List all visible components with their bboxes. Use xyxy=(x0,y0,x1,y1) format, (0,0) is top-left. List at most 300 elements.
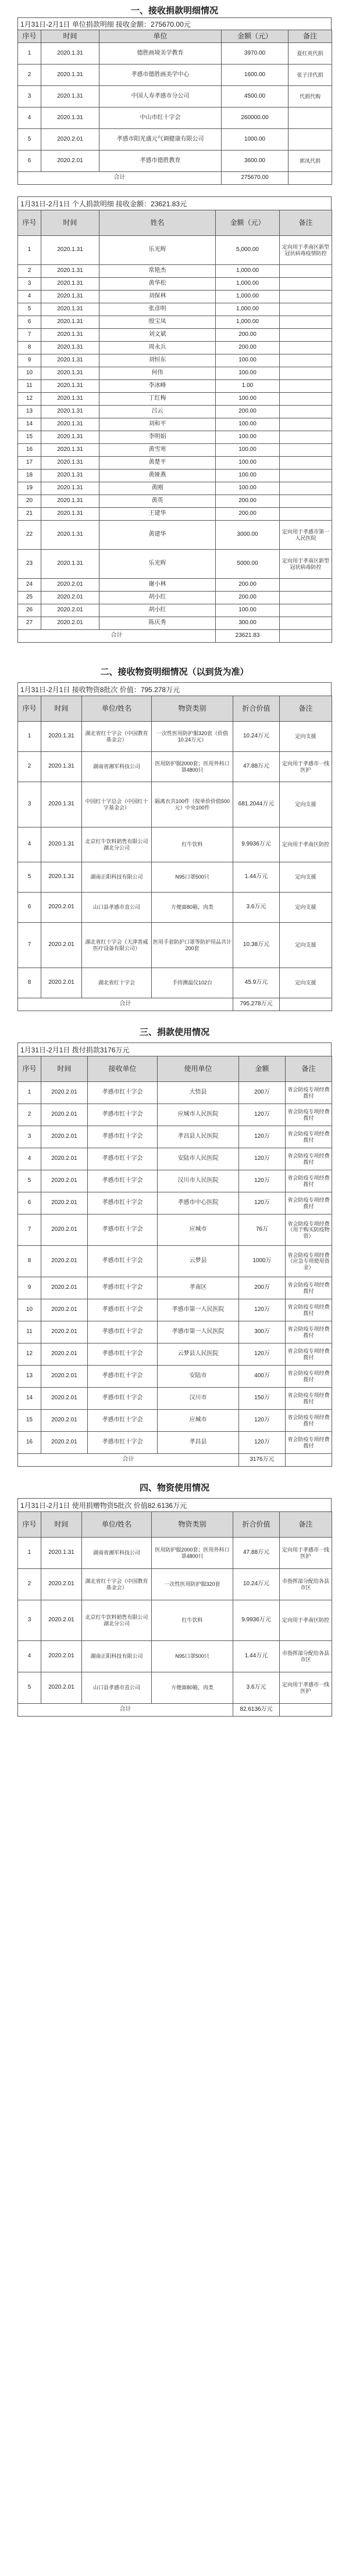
table-cell: 8 xyxy=(18,1246,41,1277)
table-cell: 6 xyxy=(18,151,41,172)
table-row xyxy=(18,1082,332,1104)
table-cell: 2020.1.31 xyxy=(41,457,99,470)
table-cell: 省会防疫专项经费（应急专项使用资金） xyxy=(286,1246,332,1277)
table-row xyxy=(18,1410,332,1432)
table-cell: 2020.1.31 xyxy=(41,265,99,278)
table-header-row xyxy=(18,30,332,43)
total-row xyxy=(18,1454,332,1467)
table-cell: 3000.00 xyxy=(216,521,280,550)
table-cell: 1,000.00 xyxy=(216,291,280,303)
table-header-row xyxy=(18,1056,332,1082)
table-cell: 2020.2.01 xyxy=(41,1170,88,1192)
table-cell: 湖北省红十字会（中国教育基金会） xyxy=(82,1569,152,1600)
table-cell xyxy=(280,592,332,604)
table-cell: 应城市 xyxy=(158,1214,239,1246)
table-header-row xyxy=(18,696,332,722)
table-cell: 刘恒东 xyxy=(99,354,216,367)
table-cell: 5 xyxy=(18,303,41,316)
table-cell: 湖北省红十字会（中国教育基金会） xyxy=(82,722,152,752)
table-cell: 市指挥部分配给各县市区 xyxy=(280,1641,332,1672)
table-cell: 2020.2.01 xyxy=(41,129,99,151)
column-header: 接收单位 xyxy=(88,1056,158,1082)
table-cell: 15 xyxy=(18,431,41,444)
table-cell: 150万 xyxy=(239,1388,286,1410)
table-cell: 孝感市红十字会 xyxy=(88,1277,158,1299)
table-cell: 谢小林 xyxy=(99,579,216,592)
table-cell: 23 xyxy=(18,550,41,579)
table-cell: 2020.1.31 xyxy=(41,418,99,431)
table-caption-supplies-usage: 1月31日-2月1日 使用捐赠物资5批次 价值82.6136万元 xyxy=(17,1498,332,1511)
table-cell: 2 xyxy=(18,265,41,278)
table-cell: 省会防疫专项经费拨付 xyxy=(286,1366,332,1388)
table-cell: 北京红牛饮料销售有限公司湖北分公司 xyxy=(82,1600,152,1641)
table-cell: 22 xyxy=(18,521,41,550)
table-row xyxy=(18,579,332,592)
table-cell: 9.9936万元 xyxy=(233,1600,280,1641)
table-cell: 方便面80箱，肉类 xyxy=(152,893,233,923)
table-cell: 9.9936万元 xyxy=(233,827,280,862)
table-row xyxy=(18,151,332,172)
total-label: 合计 xyxy=(18,1704,233,1717)
table-cell: 2020.1.31 xyxy=(41,303,99,316)
table-cell: 13 xyxy=(18,1366,41,1388)
table-cell: 李明娟 xyxy=(99,431,216,444)
table-cell: 100.00 xyxy=(216,354,280,367)
table-cell xyxy=(280,418,332,431)
table-cell: 2020.1.31 xyxy=(41,393,99,406)
table-cell: 3.6万元 xyxy=(233,1672,280,1704)
table-cell: 2020.2.01 xyxy=(41,893,82,923)
table-cell xyxy=(280,482,332,495)
table-cell: 吕云 xyxy=(99,406,216,418)
table-cell: 2 xyxy=(18,65,41,86)
table-cell: 刘文斌 xyxy=(99,329,216,342)
table-cell: 3970.00 xyxy=(222,43,289,65)
column-header: 备注 xyxy=(289,30,332,43)
table-cell: 2020.2.01 xyxy=(41,1126,88,1148)
table-caption-individual-donations: 1月31日-2月1日 个人捐款明细 接收金额：23621.83元 xyxy=(17,196,332,210)
table-cell: 47.88万元 xyxy=(233,1538,280,1569)
table-cell: 120万 xyxy=(239,1126,286,1148)
table-cell: 刘保林 xyxy=(99,291,216,303)
table-cell xyxy=(280,406,332,418)
table-cell xyxy=(280,265,332,278)
table-cell: 常艳杰 xyxy=(99,265,216,278)
table-cell: 省会防疫专项经费拨付 xyxy=(286,1432,332,1454)
table-cell: 省会防疫专项经费拨付 xyxy=(286,1192,332,1214)
table-cell: 定向支援 xyxy=(280,893,332,923)
table-cell: 定向用于孝感市一线医护 xyxy=(280,752,332,782)
table-cell: 10.38万元 xyxy=(233,923,280,968)
table-row xyxy=(18,923,332,968)
table-cell: 孝感市红十字会 xyxy=(88,1366,158,1388)
table-cell: 2020.1.31 xyxy=(41,508,99,521)
table-row xyxy=(18,278,332,291)
table-cell: 定向用于孝感市一线医护 xyxy=(280,1672,332,1704)
table-cell: 2020.2.01 xyxy=(41,1214,88,1246)
table-cell: 周永兵 xyxy=(99,342,216,354)
table-cell: 2020.1.31 xyxy=(41,367,99,380)
total-label: 合计 xyxy=(18,172,222,185)
column-header: 金额 xyxy=(239,1056,286,1082)
table-cell: 2020.1.31 xyxy=(41,550,99,579)
table-cell: 2020.1.31 xyxy=(41,722,82,752)
table-row xyxy=(18,1214,332,1246)
table-row xyxy=(18,457,332,470)
table-row xyxy=(18,393,332,406)
table-row xyxy=(18,604,332,617)
table-cell: 120万 xyxy=(239,1192,286,1214)
table-cell: 应城市人民医院 xyxy=(158,1104,239,1126)
table-cell: 2 xyxy=(18,1569,41,1600)
table-cell xyxy=(280,617,332,630)
table-cell: 孝感市阳光盛元气调健康有限公司 xyxy=(99,129,222,151)
table-cell: 5 xyxy=(18,1672,41,1704)
table-cell: 120万 xyxy=(239,1410,286,1432)
table-cell xyxy=(280,354,332,367)
table-cell: 应城市 xyxy=(158,1410,239,1432)
table-cell: 1 xyxy=(18,1082,41,1104)
table-cell: 黄建华 xyxy=(99,521,216,550)
table-cell: 一次性医用防护服320套 xyxy=(152,1569,233,1600)
table-row xyxy=(18,418,332,431)
table-row xyxy=(18,1299,332,1321)
table-cell: 11 xyxy=(18,1321,41,1343)
table-cell: 孝感市中心医院 xyxy=(158,1192,239,1214)
table-cell: 张子洋代捐 xyxy=(289,65,332,86)
table-cell: 代捐代购 xyxy=(289,86,332,108)
table-cell: 中国人寿孝感市分公司 xyxy=(99,86,222,108)
table-cell xyxy=(280,604,332,617)
table-cell: 120万 xyxy=(239,1148,286,1170)
column-header: 序号 xyxy=(18,696,41,722)
table-cell: 200.00 xyxy=(216,342,280,354)
table-cell: 乐光辉 xyxy=(99,236,216,265)
table-cell xyxy=(280,380,332,393)
table-cell: 200.00 xyxy=(216,495,280,508)
table-cell: 100.00 xyxy=(216,367,280,380)
table-cell: 2020.1.31 xyxy=(41,406,99,418)
total-row xyxy=(18,630,332,643)
table-cell: 1600.00 xyxy=(222,65,289,86)
table-cell xyxy=(280,457,332,470)
table-cell xyxy=(280,393,332,406)
table-row xyxy=(18,342,332,354)
table-row xyxy=(18,508,332,521)
table-cell: 黄英 xyxy=(99,495,216,508)
table-cell: 2020.1.31 xyxy=(41,444,99,457)
table-cell: 681.2044万元 xyxy=(233,782,280,827)
table-cell: 120万 xyxy=(239,1104,286,1126)
total-label: 合计 xyxy=(18,1454,239,1467)
table-cell xyxy=(280,342,332,354)
table-cell: 何伟 xyxy=(99,367,216,380)
table-cell: 定向支援 xyxy=(280,782,332,827)
table-row xyxy=(18,1277,332,1299)
table-cell: 方便面80箱，肉类 xyxy=(152,1672,233,1704)
column-header: 时间 xyxy=(41,696,82,722)
table-cell: 200.00 xyxy=(216,508,280,521)
table-cell: 13 xyxy=(18,406,41,418)
table-cell: 孝昌县 xyxy=(158,1432,239,1454)
table-cell: 8 xyxy=(18,342,41,354)
table-cell xyxy=(280,508,332,521)
table-cell: 300.00 xyxy=(216,617,280,630)
table-row xyxy=(18,43,332,65)
table-cell: 27 xyxy=(18,617,41,630)
table-cell: 湖南正阳科技有限公司 xyxy=(82,862,152,893)
table-cell: 2020.2.01 xyxy=(41,1410,88,1432)
table-row xyxy=(18,782,332,827)
table-cell: 定向用于孝南区新型冠状病毒疫情防控 xyxy=(280,236,332,265)
table-cell: 中国红十字总会（中国红十字基金会） xyxy=(82,782,152,827)
table-row xyxy=(18,1366,332,1388)
table-cell: 11 xyxy=(18,380,41,393)
table-cell: 定向支援 xyxy=(280,722,332,752)
table-cell: 医用手套防护口罩等防护用品共计200套 xyxy=(152,923,233,968)
table-row xyxy=(18,968,332,998)
table-cell: 5,000.00 xyxy=(216,236,280,265)
table-cell: 1.00 xyxy=(216,380,280,393)
table-cell: 2020.1.31 xyxy=(41,470,99,482)
table-cell: 殷宝凤 xyxy=(99,316,216,329)
table-row xyxy=(18,1432,332,1454)
table-row xyxy=(18,303,332,316)
table-row xyxy=(18,367,332,380)
table-cell: 2 xyxy=(18,1104,41,1126)
table-cell xyxy=(280,278,332,291)
table-row xyxy=(18,722,332,752)
table-cell: 2020.2.01 xyxy=(41,1432,88,1454)
table-cell: 120万 xyxy=(239,1299,286,1321)
table-row xyxy=(18,1672,332,1704)
table-cell: 医用防护服2000套；医用外科口罩4800只 xyxy=(152,752,233,782)
table-cell: 2 xyxy=(18,752,41,782)
table-row xyxy=(18,329,332,342)
table-cell: 省会防疫专项经费拨付 xyxy=(286,1299,332,1321)
unit-donations-table xyxy=(17,30,332,185)
table-cell: 2020.2.01 xyxy=(41,1388,88,1410)
table-cell: 120万 xyxy=(239,1343,286,1366)
table-row xyxy=(18,1126,332,1148)
table-cell: 2020.1.31 xyxy=(41,354,99,367)
table-cell: 黄娅燕 xyxy=(99,470,216,482)
table-cell: 12 xyxy=(18,393,41,406)
table-cell: 孝昌县人民医院 xyxy=(158,1126,239,1148)
table-cell: 省会防疫专项经费拨付 xyxy=(286,1148,332,1170)
table-cell: 手持测温仪102台 xyxy=(152,968,233,998)
donation-report xyxy=(17,0,332,1717)
table-cell: 黄刚 xyxy=(99,482,216,495)
table-cell: 2020.1.31 xyxy=(41,291,99,303)
total-value: 3176万元 xyxy=(239,1454,286,1467)
column-header: 备注 xyxy=(280,1512,332,1538)
column-header: 单位/姓名 xyxy=(82,1512,152,1538)
table-cell: 12 xyxy=(18,1343,41,1366)
table-cell: 2020.1.31 xyxy=(41,827,82,862)
table-cell: 孝感市第一人民医院 xyxy=(158,1321,239,1343)
donation-usage-table xyxy=(17,1056,332,1467)
table-cell: 定向用于孝南区新型冠状病毒防控 xyxy=(280,550,332,579)
table-cell: 2020.1.31 xyxy=(41,1538,82,1569)
total-label: 合计 xyxy=(18,630,216,643)
table-cell: 2020.2.01 xyxy=(41,604,99,617)
total-row xyxy=(18,172,332,185)
table-row xyxy=(18,236,332,265)
table-cell: 省会防疫专项经费拨付 xyxy=(286,1104,332,1126)
table-row xyxy=(18,470,332,482)
section-title-donations-received: 一、接收捐款明细情况 xyxy=(130,6,218,16)
table-cell: 定向支援 xyxy=(280,968,332,998)
table-cell: 100.00 xyxy=(216,418,280,431)
total-row xyxy=(18,1704,332,1717)
table-cell xyxy=(280,444,332,457)
table-cell: 1,000.00 xyxy=(216,303,280,316)
table-cell: 安陆市人民医院 xyxy=(158,1148,239,1170)
table-cell xyxy=(280,579,332,592)
table-cell: 100.00 xyxy=(216,457,280,470)
table-cell: 17 xyxy=(18,457,41,470)
table-row xyxy=(18,316,332,329)
column-header: 时间 xyxy=(41,1056,88,1082)
table-row xyxy=(18,129,332,151)
table-cell: 中山市红十字会 xyxy=(99,108,222,129)
table-cell: 省会防疫专项经费拨付 xyxy=(286,1388,332,1410)
column-header: 序号 xyxy=(18,1512,41,1538)
table-cell: 红牛饮料 xyxy=(152,1600,233,1641)
table-cell: 10.24万元 xyxy=(233,1569,280,1600)
column-header: 序号 xyxy=(18,30,41,43)
table-cell: 7 xyxy=(18,1214,41,1246)
table-cell: 2020.1.31 xyxy=(41,65,99,86)
table-cell: 孝感市德胜教育 xyxy=(99,151,222,172)
table-cell: 7 xyxy=(18,923,41,968)
table-cell: 14 xyxy=(18,418,41,431)
table-row xyxy=(18,406,332,418)
table-cell: 10 xyxy=(18,367,41,380)
column-header: 金额（元） xyxy=(222,30,289,43)
table-cell: 郭凤代捐 xyxy=(289,151,332,172)
table-row xyxy=(18,521,332,550)
table-row xyxy=(18,550,332,579)
table-cell: 汉川市 xyxy=(158,1388,239,1410)
column-header: 备注 xyxy=(280,210,332,236)
table-caption-unit-donations: 1月31日-2月1日 单位捐款明细 接收金额：275670.00元 xyxy=(17,17,332,30)
table-cell xyxy=(280,291,332,303)
table-cell: 湖北省红十字会 xyxy=(82,968,152,998)
table-caption-donation-usage: 1月31日-2月1日 拨付捐款3176万元 xyxy=(17,1042,332,1056)
table-cell: 1 xyxy=(18,43,41,65)
table-cell: 孝感市德胜画美学中心 xyxy=(99,65,222,86)
table-cell: 1,000.00 xyxy=(216,316,280,329)
table-cell: 省会防疫专项经费拨付 xyxy=(286,1082,332,1104)
table-row xyxy=(18,1388,332,1410)
table-cell: 2020.1.31 xyxy=(41,752,82,782)
table-cell: 张彦明 xyxy=(99,303,216,316)
table-cell: 25 xyxy=(18,592,41,604)
table-cell: 刘和平 xyxy=(99,418,216,431)
column-header: 备注 xyxy=(286,1056,332,1082)
table-cell: 2020.2.01 xyxy=(41,151,99,172)
table-cell: 100.00 xyxy=(216,444,280,457)
table-cell: 5000.00 xyxy=(216,550,280,579)
table-cell: 孝感市红十字会 xyxy=(88,1410,158,1432)
table-cell: 2020.1.31 xyxy=(41,782,82,827)
table-cell: 定向用于孝感市第一人民医院 xyxy=(280,521,332,550)
table-cell: 孝感市红十字会 xyxy=(88,1192,158,1214)
column-header: 单位 xyxy=(99,30,222,43)
table-cell: 10 xyxy=(18,1299,41,1321)
table-cell: 2020.1.31 xyxy=(41,316,99,329)
table-cell: 2020.1.31 xyxy=(41,86,99,108)
table-cell: 2020.1.31 xyxy=(41,342,99,354)
table-cell: 15 xyxy=(18,1410,41,1432)
table-row xyxy=(18,108,332,129)
table-row xyxy=(18,1148,332,1170)
table-cell: 2020.2.01 xyxy=(41,1104,88,1126)
table-row xyxy=(18,617,332,630)
table-cell: 100.00 xyxy=(216,482,280,495)
table-cell: 2020.1.31 xyxy=(41,329,99,342)
table-cell: 2020.1.31 xyxy=(41,236,99,265)
table-cell: 19 xyxy=(18,482,41,495)
table-cell: 200.00 xyxy=(216,329,280,342)
table-cell: 9 xyxy=(18,1277,41,1299)
table-row xyxy=(18,1343,332,1366)
table-cell: 省会防疫专项经费拨付 xyxy=(286,1277,332,1299)
table-cell: 山口县孝感市直公司 xyxy=(82,893,152,923)
table-cell: 200万 xyxy=(239,1277,286,1299)
table-cell: 山口县孝感市直公司 xyxy=(82,1672,152,1704)
table-cell: 100.00 xyxy=(216,604,280,617)
table-cell: 2020.2.01 xyxy=(41,617,99,630)
column-header: 物资类别 xyxy=(152,1512,233,1538)
table-cell: 3600.00 xyxy=(222,151,289,172)
table-caption-supplies-received: 1月31日-2月1日 接收物资8批次 价值：795.278万元 xyxy=(17,682,332,696)
table-cell xyxy=(280,431,332,444)
table-cell: 孝感市红十字会 xyxy=(88,1299,158,1321)
table-cell: 孝南区 xyxy=(158,1277,239,1299)
section-title-donation-usage: 三、捐款使用情况 xyxy=(139,1027,209,1037)
table-cell: 400万 xyxy=(239,1366,286,1388)
total-value: 23621.83 xyxy=(216,630,280,643)
table-cell: 省会防疫专项经费拨付 xyxy=(286,1126,332,1148)
column-header: 单位/姓名 xyxy=(82,696,152,722)
table-cell: 2020.2.01 xyxy=(41,1641,82,1672)
table-cell: 孝感市红十字会 xyxy=(88,1321,158,1343)
column-header: 金额（元） xyxy=(216,210,280,236)
table-cell: 孝感市红十字会 xyxy=(88,1082,158,1104)
table-cell: 4 xyxy=(18,827,41,862)
table-cell: 丁红梅 xyxy=(99,393,216,406)
table-cell: 5 xyxy=(18,862,41,893)
table-cell: 200.00 xyxy=(216,406,280,418)
table-cell: 定向用于孝感市一线医护 xyxy=(280,1538,332,1569)
supplies-received-table xyxy=(17,696,332,1011)
table-cell: 孝感市红十字会 xyxy=(88,1388,158,1410)
column-header: 备注 xyxy=(280,696,332,722)
total-label: 合计 xyxy=(18,998,233,1011)
total-value: 795.278万元 xyxy=(233,998,280,1011)
table-row xyxy=(18,482,332,495)
table-cell: 4 xyxy=(18,1148,41,1170)
table-cell: 3 xyxy=(18,1600,41,1641)
table-cell: 云梦县 xyxy=(158,1246,239,1277)
table-cell: 7 xyxy=(18,329,41,342)
section-title-supplies-received: 二、接收物资明细情况（以到货为准） xyxy=(100,667,249,677)
table-cell: 安陆市 xyxy=(158,1366,239,1388)
total-row xyxy=(18,998,332,1011)
